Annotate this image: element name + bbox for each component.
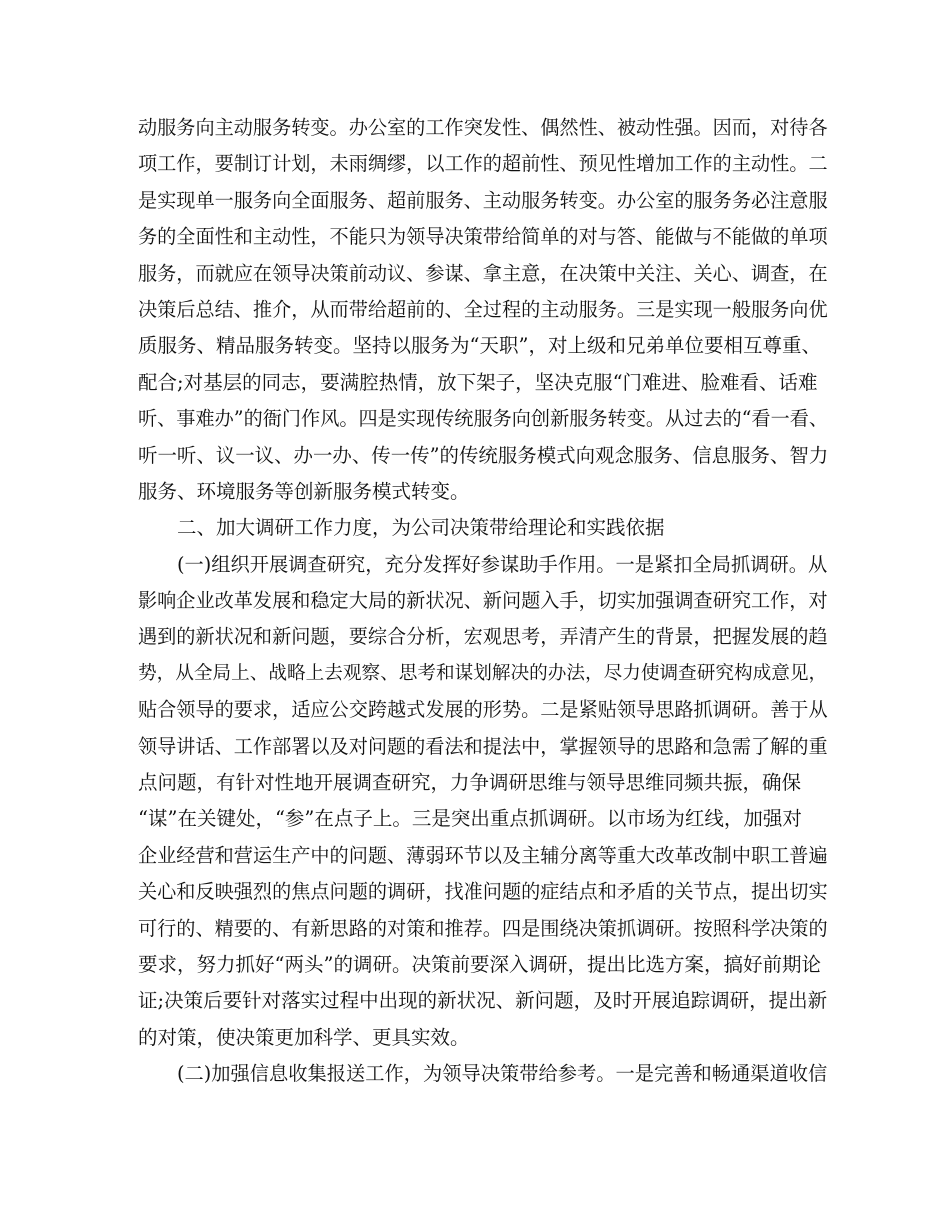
text-line: 配合;对基层的同志，要满腔热情，放下架子，坚决克服“门难进、脸难看、话难 [138, 370, 818, 394]
text-line: 贴合领导的要求，适应公交跨越式发展的形势。二是紧贴领导思路抓调研。善于从 [138, 698, 828, 722]
text-line: (二)加强信息收集报送工作，为领导决策带给参考。一是完善和畅通渠道收信 [177, 1062, 828, 1086]
text-line: “谋”在关键处，“参”在点子上。三是突出重点抓调研。以市场为红线，加强对 [138, 807, 802, 831]
text-line: 势，从全局上、战略上去观察、思考和谋划解决的办法，尽力使调查研究构成意见， [138, 662, 828, 684]
text-line: 影响企业改革发展和稳定大局的新状况、新问题入手，切实加强调查研究工作，对 [138, 589, 828, 613]
text-lines [138, 110, 828, 1093]
text-line: 证;决策后要针对落实过程中出现的新状况、新问题，及时开展追踪调研，提出新 [138, 989, 828, 1013]
text-line: 的对策，使决策更加科学、更具实效。 [138, 1025, 470, 1049]
text-line: 关心和反映强烈的焦点问题的调研，找准问题的症结点和矛盾的关节点，提出切实 [138, 880, 828, 904]
text-line: 遇到的新状况和新问题，要综合分析，宏观思考，弄清产生的背景，把握发展的趋 [138, 625, 828, 649]
text-line: 企业经营和营运生产中的问题、薄弱环节以及主辅分离等重大改革改制中职工普遍 [138, 843, 828, 867]
text-line: 是实现单一服务向全面服务、超前服务、主动服务转变。办公室的服务务必注意服 [138, 188, 828, 212]
text-line: 点问题，有针对性地开展调查研究，力争调研思维与领导思维同频共振，确保 [138, 771, 802, 795]
text-line: 质服务、精品服务转变。坚持以服务为“天职”，对上级和兄弟单位要相互尊重、 [138, 334, 821, 358]
text-line: 领导讲话、工作部署以及对问题的看法和提法中，掌握领导的思路和急需了解的重 [138, 734, 828, 758]
text-line: 服务、环境服务等创新服务模式转变。 [138, 479, 470, 503]
text-line: 听一听、议一议、办一办、传一传”的传统服务模式向观念服务、信息服务、智力 [138, 443, 829, 467]
text-line: 二、加大调研工作力度，为公司决策带给理论和实践依据 [177, 516, 665, 540]
text-line: 听、事难办”的衙门作风。四是实现传统服务向创新服务转变。从过去的“看一看、 [138, 407, 829, 431]
text-line: 可行的、精要的、有新思路的对策和推荐。四是围绕决策抓调研。按照科学决策的 [138, 916, 828, 940]
text-line: 决策后总结、推介，从而带给超前的、全过程的主动服务。三是实现一般服务向优 [138, 297, 828, 321]
text-line: 服务，而就应在领导决策前动议、参谋、拿主意，在决策中关注、关心、调查，在 [138, 261, 828, 285]
text-line: 要求，努力抓好“两头”的调研。决策前要深入调研，提出比选方案，搞好前期论 [138, 952, 821, 976]
text-line: 项工作，要制订计划，未雨绸缪，以工作的超前性、预见性增加工作的主动性。二 [138, 152, 828, 176]
document-body [138, 110, 828, 1093]
text-line: 务的全面性和主动性，不能只为领导决策带给简单的对与答、能做与不能做的单项 [138, 225, 828, 249]
text-line: (一)组织开展调查研究，充分发挥好参谋助手作用。一是紧扣全局抓调研。从 [177, 552, 828, 576]
text-line: 动服务向主动服务转变。办公室的工作突发性、偶然性、被动性强。因而，对待各 [138, 116, 828, 139]
